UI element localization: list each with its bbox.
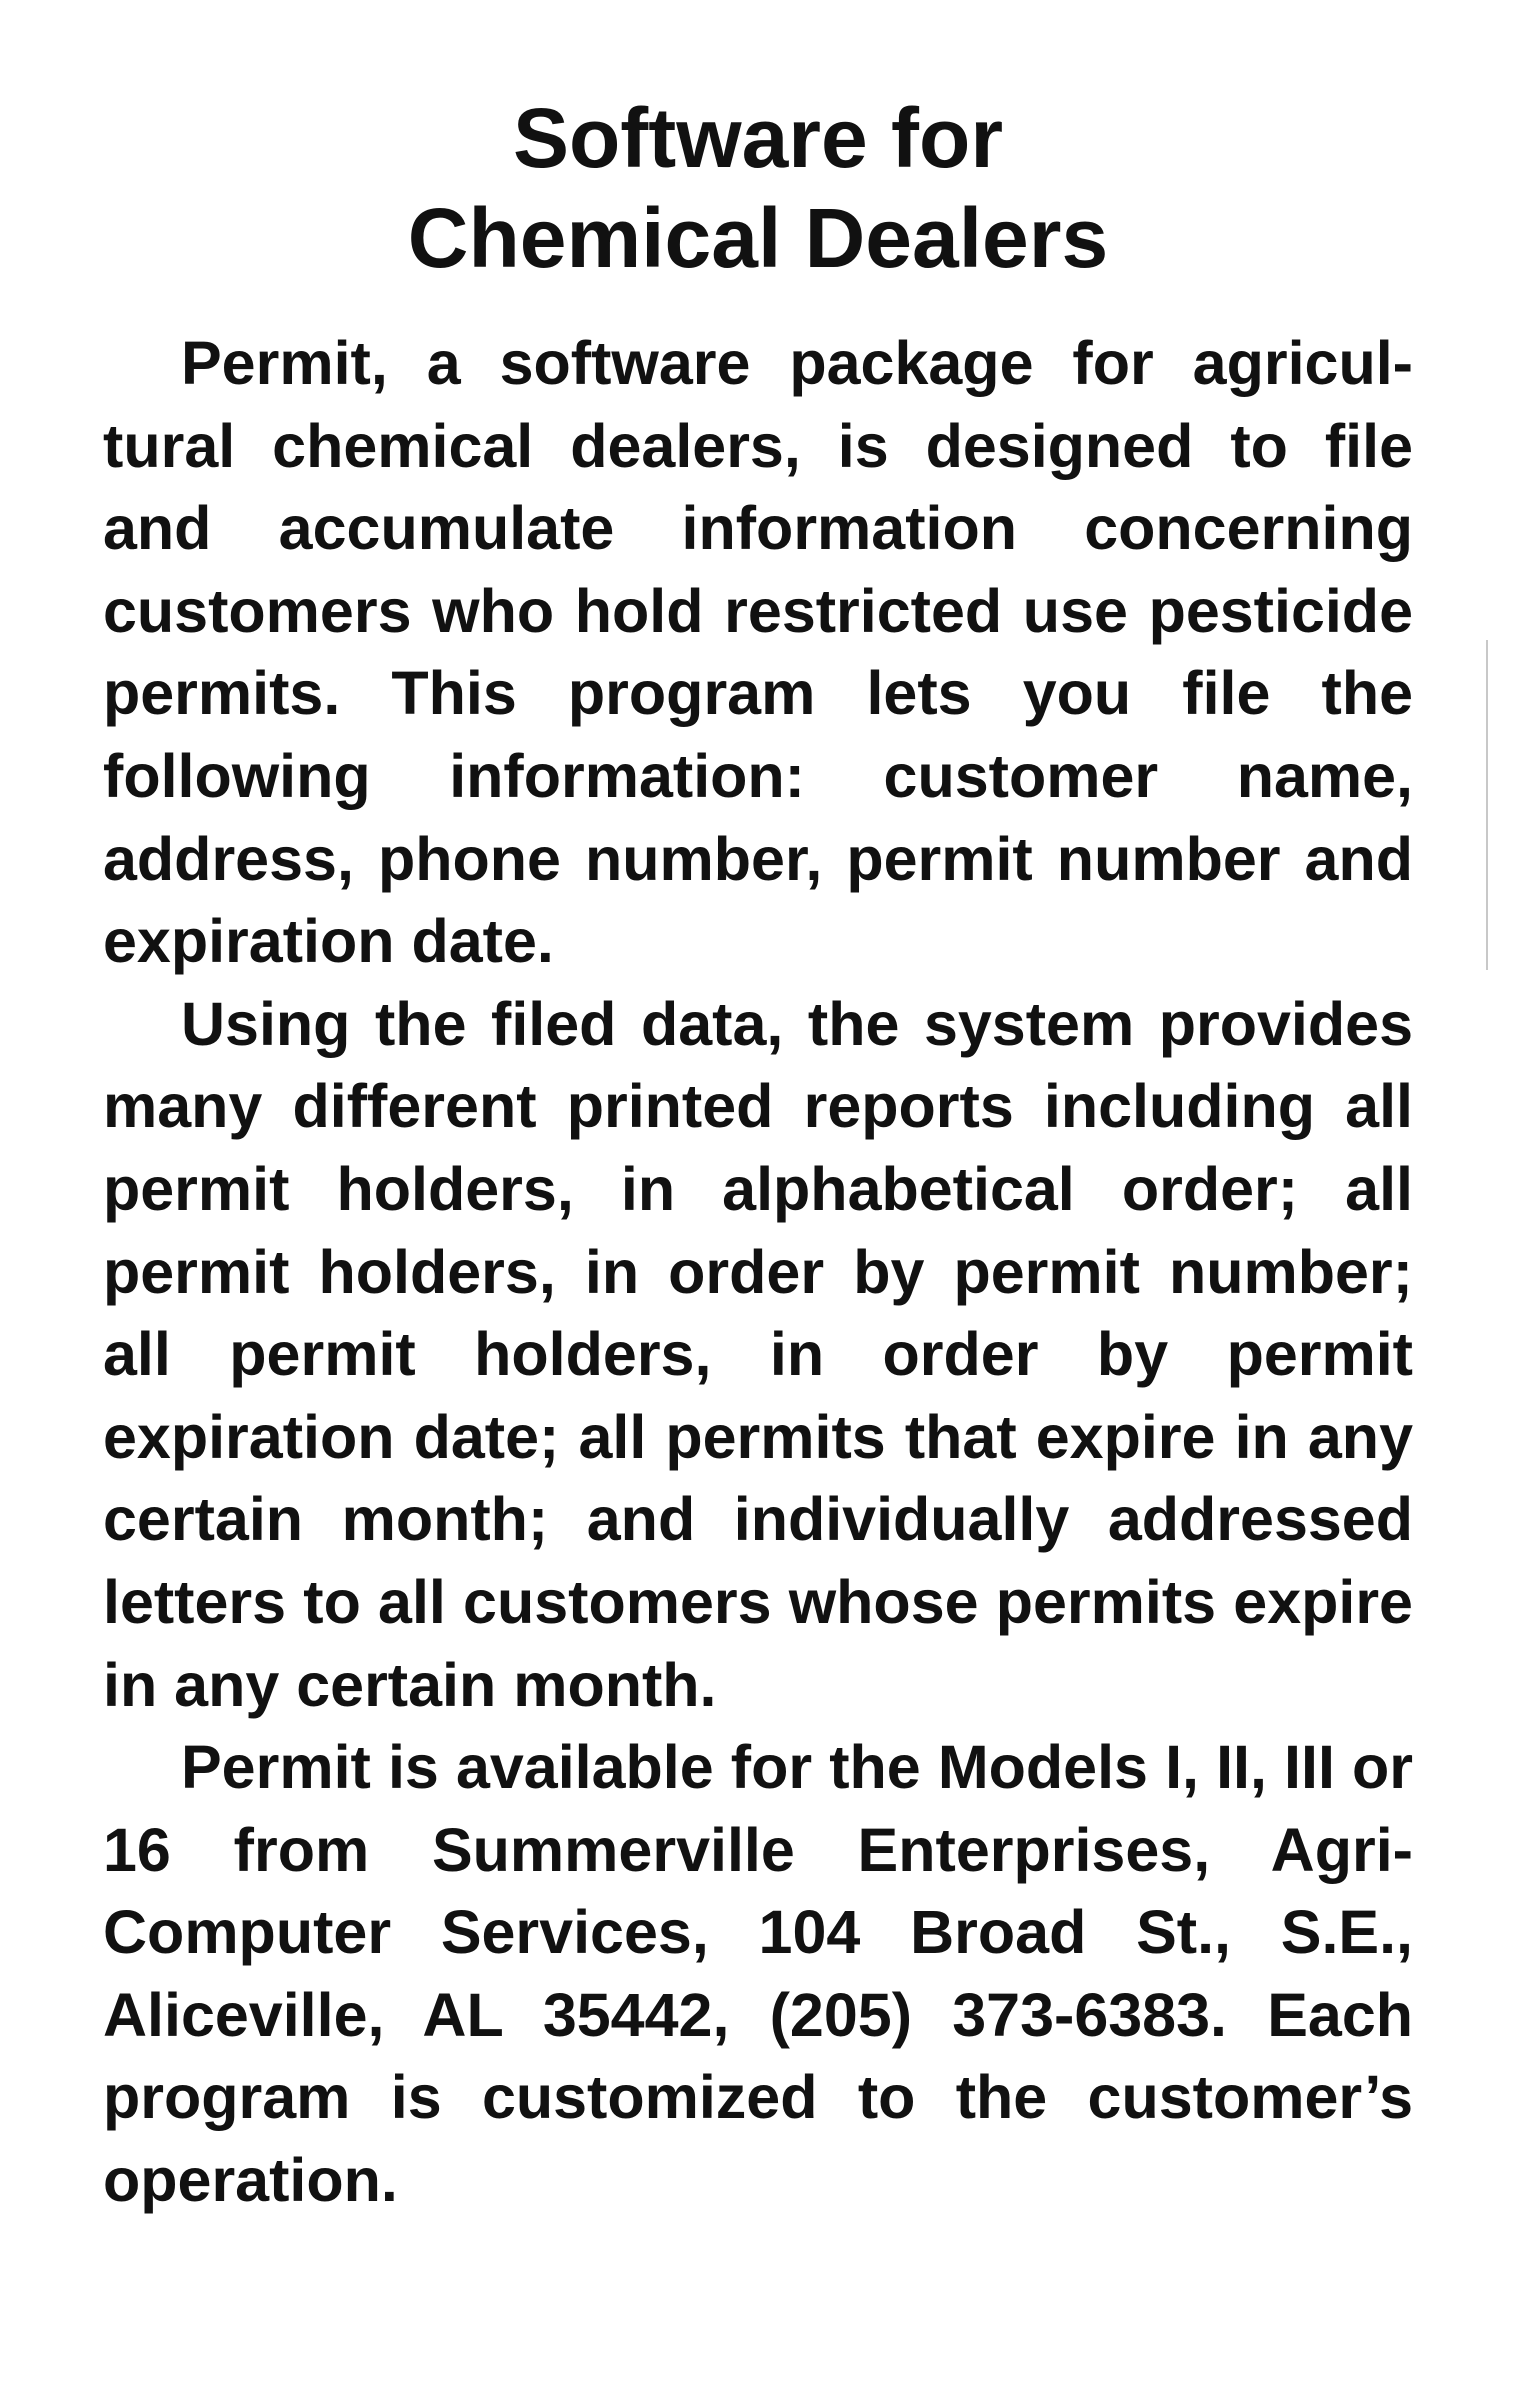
paragraph-reports: Using the filed data, the system provides many different printed reports including all permit holders, in alphabetical order; all permit holders, in order by permit number; all permit holders, in order by permit expiration date; all permits that expire in any certain month; and individually addressed letters to all customers whose permits expire in any certain month. (103, 989, 1413, 1719)
article (103, 88, 1413, 2222)
article-body (103, 322, 1413, 2222)
headline (103, 88, 1413, 288)
scan-edge-line (1486, 640, 1488, 970)
paragraph-availability: Permit is available for the Models I, II, III or 16 from Summerville Enterprises, Agri-Computer Services, 104 Broad St., S.E., Aliceville, AL 35442, (205) 373-6383. Each program is customized to the customer’s operation. (103, 1733, 1413, 2215)
paragraph-intro: Permit, a software package for agricultural chemical dealers, is designed to file and accumulate information concerning customers who hold restricted use pesticide permits. This program lets you file the following information: customer name, address, phone number, permit number and expiration date. (103, 329, 1413, 976)
headline-line-1: Software for (512, 91, 1004, 185)
headline-line-2: Chemical Dealers (407, 191, 1109, 285)
